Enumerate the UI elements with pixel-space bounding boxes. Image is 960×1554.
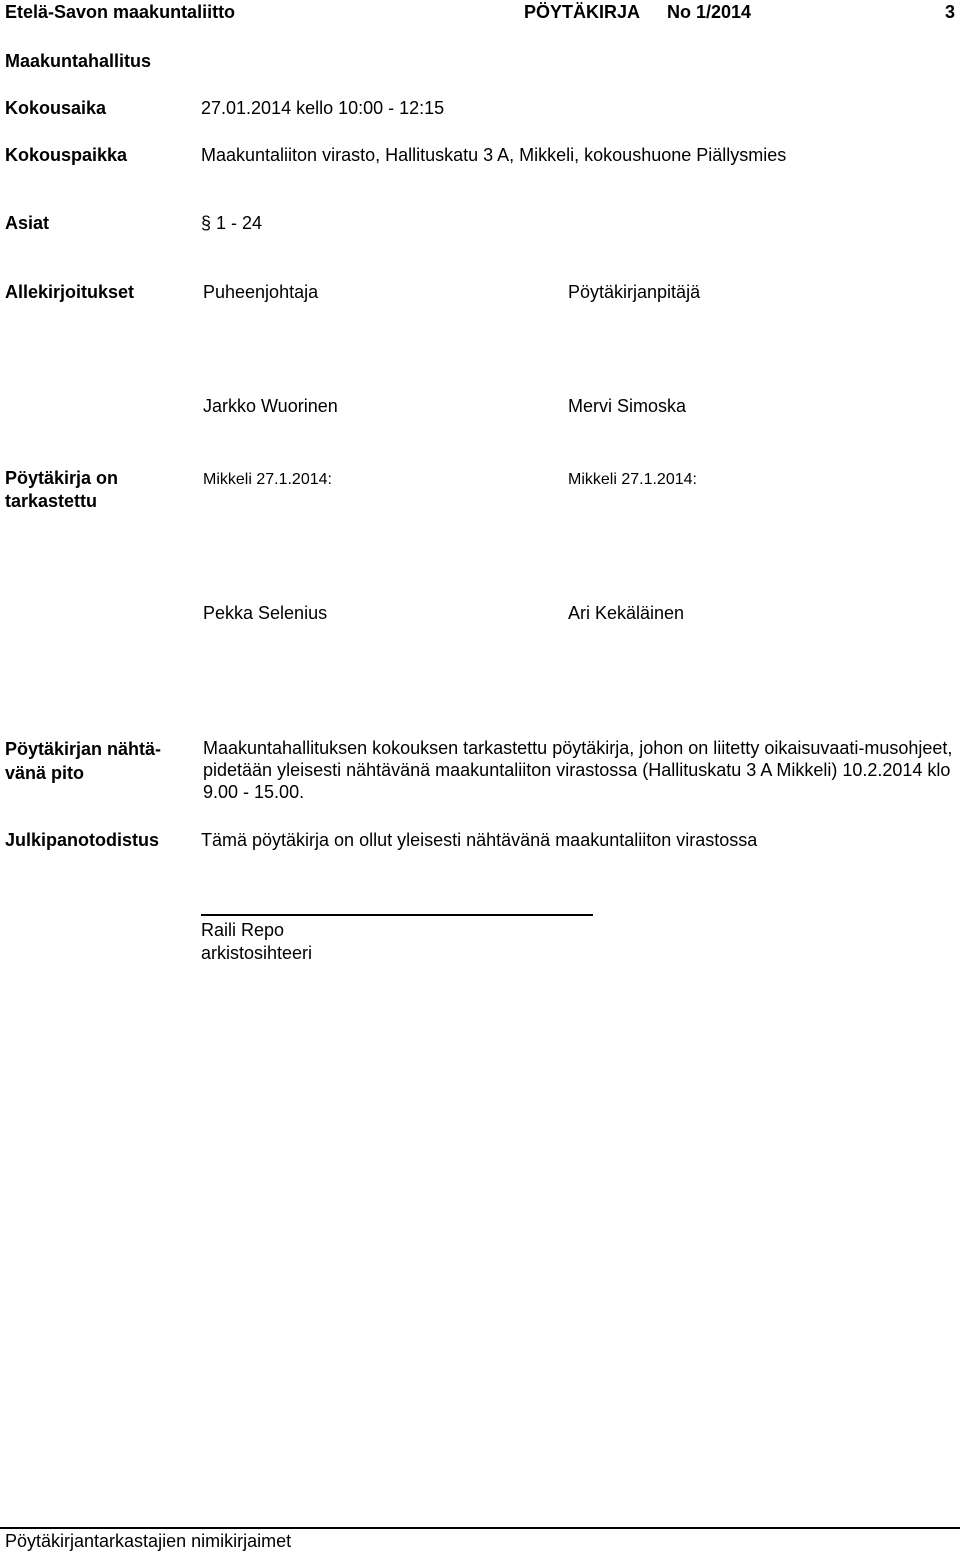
agenda-items-value: § 1 - 24 [201,213,263,233]
document-type: PÖYTÄKIRJA [524,2,641,22]
reviewer-right-name: Ari Kekäläinen [568,603,685,623]
signatures-label: Allekirjoitukset [5,282,135,302]
meeting-time-label: Kokousaika [5,98,107,118]
review-place-date-right: Mikkeli 27.1.2014: [568,471,697,488]
signer-name: Raili Repo [201,920,285,940]
signature-line [201,914,593,916]
reviewer-left-name: Pekka Selenius [203,603,328,623]
display-text: Maakuntahallituksen kokouksen tarkastettu pöytäkirja, johon on liitetty oikaisuvaati-musohjeet, pidetään yleisesti nähtävänä maakuntaliiton virastossa (Hallituskatu 3 A Mikkeli) 10.2.2014 klo 9.00 - 15.00. [203,738,953,802]
meeting-place-value: Maakuntaliiton virasto, Hallituskatu 3 A, Mikkeli, kokoushuone Piällysmies [201,145,787,165]
display-label-line1: Pöytäkirjan nähtä- [5,739,162,759]
agenda-items-label: Asiat [5,213,50,233]
organization-name: Etelä-Savon maakuntaliitto [5,2,236,22]
meeting-time-value: 27.01.2014 kello 10:00 - 12:15 [201,98,445,118]
secretary-role: Pöytäkirjanpitäjä [568,282,701,302]
chair-name: Jarkko Wuorinen [203,396,338,416]
secretary-name: Mervi Simoska [568,396,687,416]
meeting-place-label: Kokouspaikka [5,145,128,165]
footer-initials-label: Pöytäkirjantarkastajien nimikirjaimet [5,1531,292,1551]
document-number: No 1/2014 [667,2,752,22]
footer-divider [0,1527,960,1529]
publication-label: Julkipanotodistus [5,830,160,850]
display-label-line2: vänä pito [5,763,85,783]
signer-title: arkistosihteeri [201,943,313,963]
review-place-date-left: Mikkeli 27.1.2014: [203,471,332,488]
chair-role: Puheenjohtaja [203,282,319,302]
review-label-line2: tarkastettu [5,491,98,511]
page-number: 3 [945,2,956,22]
review-label-line1: Pöytäkirja on [5,468,119,488]
publication-text: Tämä pöytäkirja on ollut yleisesti nähtävänä maakuntaliiton virastossa [201,830,758,850]
governing-body: Maakuntahallitus [5,51,152,71]
